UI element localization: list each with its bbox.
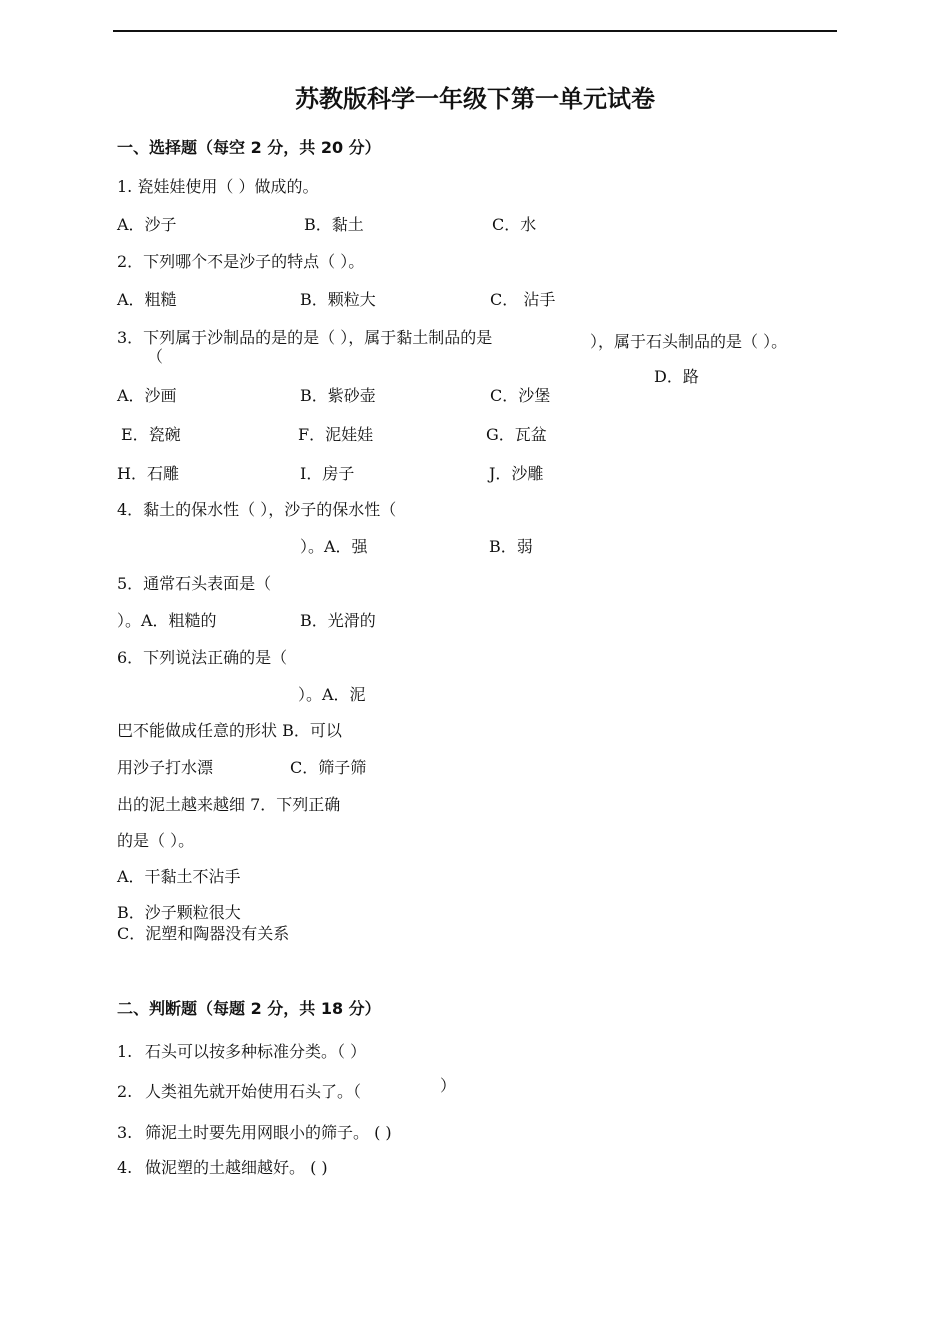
q6-line4: 用沙子打水漂 — [117, 758, 214, 777]
q3-option-i: I．房子 — [300, 464, 355, 483]
judge-item-2-close: ） — [440, 1076, 457, 1095]
judge-item-2-num: 2. — [117, 1082, 133, 1101]
section2-heading: 二、判断题（每题 2 分，共 18 分） — [117, 999, 381, 1018]
q6-line2: ）。A．泥 — [298, 685, 366, 704]
q2-option-b: B．颗粒大 — [300, 290, 376, 309]
q3-option-f: F．泥娃娃 — [298, 425, 374, 444]
q6-line5: 出的泥土越来越细 7．下列正确 — [117, 795, 341, 814]
judge-item-3-num: 3. — [117, 1123, 133, 1142]
q3-line1: 3．下列属于沙制品的是的是（ ），属于黏土制品的是 — [117, 328, 493, 347]
page-title: 苏教版科学一年级下第一单元试卷 — [295, 85, 655, 113]
q3-option-a: A．沙画 — [117, 386, 177, 405]
q5-option-b: B．光滑的 — [300, 611, 376, 630]
q2-option-c: C． 沾手 — [490, 290, 556, 309]
q4-line1: 4．黏土的保水性（ ），沙子的保水性（ — [117, 500, 397, 519]
judge-item-4-num: 4. — [117, 1158, 133, 1177]
q7-line1: 的是（ ）。 — [117, 831, 195, 850]
q3-option-e: E．瓷碗 — [121, 425, 181, 444]
q1-option-b: B．黏土 — [304, 215, 364, 234]
judge-item-1-num: 1. — [117, 1042, 133, 1061]
q5-line2: ）。A．粗糙的 — [117, 611, 217, 630]
q7-option-b: B．沙子颗粒很大 — [117, 903, 241, 922]
judge-item-1-text: 石头可以按多种标准分类。（ ） — [145, 1042, 367, 1061]
q3-option-d: D．路 — [654, 367, 699, 386]
judge-item-3-text: 筛泥土时要先用网眼小的筛子。 ( ) — [145, 1123, 392, 1142]
q5-line1: 5．通常石头表面是（ — [117, 574, 272, 593]
section1-heading: 一、选择题（每空 2 分，共 20 分） — [117, 138, 381, 157]
q4-option-b: B．弱 — [489, 537, 533, 556]
q2-text: 2．下列哪个不是沙子的特点（ ）。 — [117, 252, 365, 271]
q3-option-b: B．紫砂壶 — [300, 386, 376, 405]
q6-line1: 6．下列说法正确的是（ — [117, 648, 288, 667]
q1-text: 1. 瓷娃娃使用（ ）做成的。 — [117, 177, 319, 196]
q3-line1-paren: （ — [147, 347, 164, 366]
q7-option-c: C．泥塑和陶器没有关系 — [117, 924, 290, 943]
q3-line1-end: ），属于石头制品的是（ ）。 — [590, 332, 788, 351]
q3-option-h: H．石雕 — [117, 464, 179, 483]
q3-option-c: C．沙堡 — [490, 386, 551, 405]
q4-line2: ）。A．强 — [300, 537, 368, 556]
judge-item-4-text: 做泥塑的土越细越好。 ( ) — [145, 1158, 328, 1177]
q7-option-a: A．干黏土不沾手 — [117, 867, 241, 886]
q6-line4-option-c: C．筛子筛 — [290, 758, 367, 777]
q3-option-g: G．瓦盆 — [486, 425, 547, 444]
q1-option-a: A．沙子 — [117, 215, 177, 234]
judge-item-2-text: 人类祖先就开始使用石头了。（ — [145, 1082, 362, 1101]
top-rule — [113, 30, 837, 32]
q2-option-a: A．粗糙 — [117, 290, 177, 309]
q3-option-j: J．沙雕 — [489, 464, 544, 483]
q6-line3: 巴不能做成任意的形状 B．可以 — [117, 721, 342, 740]
q1-option-c: C．水 — [492, 215, 537, 234]
